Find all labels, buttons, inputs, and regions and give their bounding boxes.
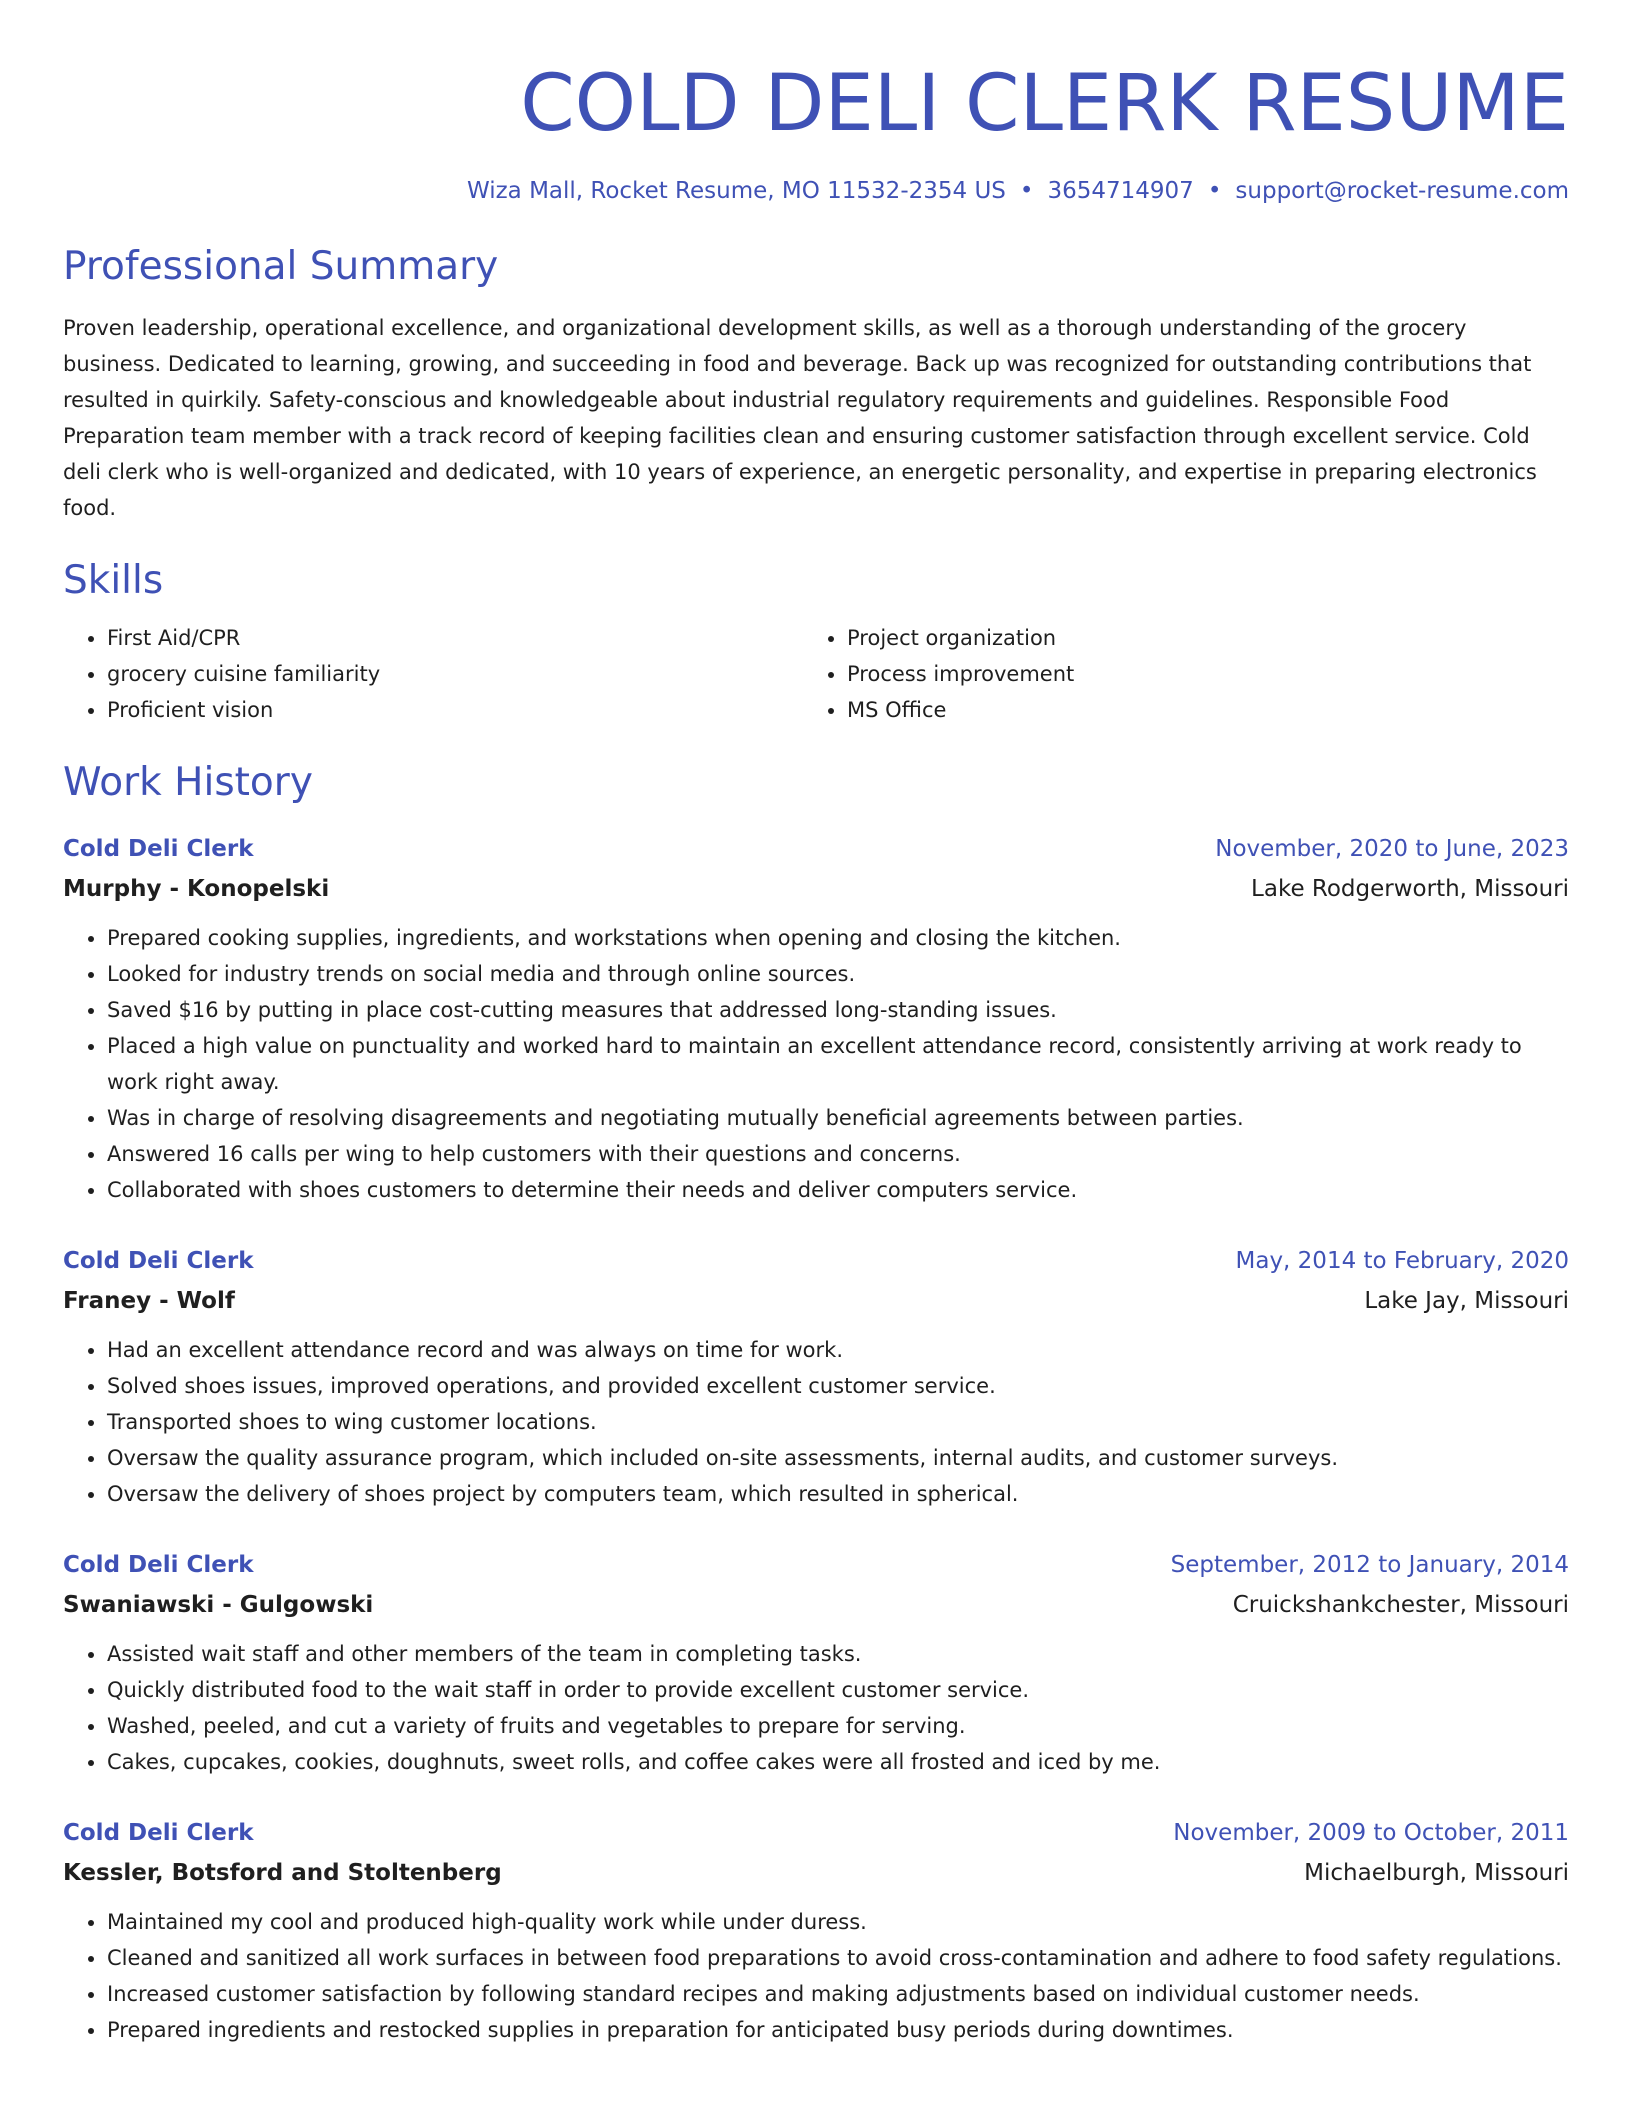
skill-item: • First Aid/CPR — [107, 620, 803, 656]
resume-title: COLD DELI CLERK RESUME — [520, 59, 1569, 149]
job-bullet: • Answered 16 calls per wing to help customers with their questions and concerns. — [107, 1136, 1569, 1172]
job-bullet: • Oversaw the delivery of shoes project by computers team, which resulted in spherical. — [107, 1476, 1569, 1512]
skill-item: • MS Office — [847, 692, 1543, 728]
job-bullets — [63, 1332, 1569, 1512]
job-bullet: • Quickly distributed food to the wait staff in order to provide excellent customer service. — [107, 1672, 1569, 1708]
job-bullet: • Cakes, cupcakes, cookies, doughnuts, sweet rolls, and coffee cakes were all frosted and iced by me. — [107, 1744, 1569, 1780]
job-title-row — [63, 830, 1569, 868]
job-bullet: • Was in charge of resolving disagreements and negotiating mutually beneficial agreements between parties. — [107, 1100, 1569, 1136]
job-title: Cold Deli Clerk — [63, 1248, 254, 1274]
contact-separator: • — [1019, 178, 1034, 204]
job-bullet: • Cleaned and sanitized all work surfaces in between food preparations to avoid cross-contamination and adhere to food safety regulations. — [107, 1940, 1569, 1976]
job-company: Franey - Wolf — [63, 1288, 235, 1314]
job-dates: November, 2020 to June, 2023 — [1215, 836, 1569, 862]
job-bullet: • Maintained my cool and produced high-quality work while under duress. — [107, 1904, 1569, 1940]
job-dates: November, 2009 to October, 2011 — [1173, 1820, 1569, 1846]
job-location: Michaelburgh, Missouri — [1304, 1860, 1569, 1886]
job-bullet: • Saved $16 by putting in place cost-cutting measures that addressed long-standing issues. — [107, 992, 1569, 1028]
job-bullet: • Placed a high value on punctuality and worked hard to maintain an excellent attendance record, consistently arriving at work ready to work right away. — [107, 1028, 1569, 1100]
job-bullet: • Prepared cooking supplies, ingredients, and workstations when opening and closing the kitchen. — [107, 920, 1569, 956]
skills-section — [63, 556, 1569, 728]
job-title-row — [63, 1242, 1569, 1280]
job-bullet: • Oversaw the quality assurance program, which included on-site assessments, internal audits, and customer surveys. — [107, 1440, 1569, 1476]
work-history-heading: Work History — [63, 760, 313, 805]
job-bullet: • Collaborated with shoes customers to determine their needs and deliver computers service. — [107, 1172, 1569, 1208]
summary-section — [63, 242, 1569, 526]
job-bullet: • Assisted wait staff and other members of the team in completing tasks. — [107, 1636, 1569, 1672]
job-bullet: • Prepared ingredients and restocked supplies in preparation for anticipated busy periods during downtimes. — [107, 2012, 1569, 2048]
job-title-row — [63, 1814, 1569, 1852]
job-bullets — [63, 1904, 1569, 2048]
job-bullet: • Had an excellent attendance record and was always on time for work. — [107, 1332, 1569, 1368]
job-bullets — [63, 920, 1569, 1208]
job-bullet: • Washed, peeled, and cut a variety of fruits and vegetables to prepare for serving. — [107, 1708, 1569, 1744]
job-title: Cold Deli Clerk — [63, 1820, 254, 1846]
job-bullet: • Increased customer satisfaction by following standard recipes and making adjustments based on individual customer needs. — [107, 1976, 1569, 2012]
skill-item: • Proficient vision — [107, 692, 803, 728]
contact-phone: 3654714907 — [1047, 178, 1194, 204]
summary-heading: Professional Summary — [63, 244, 499, 289]
job-title: Cold Deli Clerk — [63, 836, 254, 862]
skill-item: • Process improvement — [847, 656, 1543, 692]
skill-item: • grocery cuisine familiarity — [107, 656, 803, 692]
job-dates: May, 2014 to February, 2020 — [1235, 1248, 1569, 1274]
summary-text: Proven leadership, operational excellence, and organizational development skills, as well as a thorough understanding of the grocery business. Dedicated to learning, growing, and succeeding in food and beverage. Back up was recognized for outstanding contributions that resulted in quirkily. Safety-conscious and knowledgeable about industrial regulatory requirements and guidelines. Responsible Food Preparation team member with a track record of keeping facilities clean and ensuring customer satisfaction through excellent service. Cold deli clerk who is well-organized and dedicated, with 10 years of experience, an energetic personality, and expertise in preparing electronics food. — [63, 316, 1537, 520]
skills-column-left — [63, 620, 803, 728]
job-company: Swaniawski - Gulgowski — [63, 1592, 374, 1618]
contact-separator: • — [1207, 178, 1222, 204]
job-location: Lake Jay, Missouri — [1364, 1288, 1569, 1314]
resume-header — [63, 54, 1569, 208]
contact-line — [63, 174, 1569, 208]
job-entry — [63, 1546, 1569, 1780]
skill-item: • Project organization — [847, 620, 1543, 656]
job-entry — [63, 830, 1569, 1208]
job-location: Lake Rodgerworth, Missouri — [1251, 876, 1569, 902]
contact-address: Wiza Mall, Rocket Resume, MO 11532-2354 US — [466, 178, 1006, 204]
job-bullet: • Transported shoes to wing customer locations. — [107, 1404, 1569, 1440]
work-history-section — [63, 758, 1569, 2048]
job-location: Cruickshankchester, Missouri — [1232, 1592, 1569, 1618]
job-bullet: • Solved shoes issues, improved operations, and provided excellent customer service. — [107, 1368, 1569, 1404]
skills-grid — [63, 620, 1569, 728]
job-title: Cold Deli Clerk — [63, 1552, 254, 1578]
job-company-row — [63, 1280, 1569, 1322]
skills-heading: Skills — [63, 558, 164, 603]
job-dates: September, 2012 to January, 2014 — [1170, 1552, 1569, 1578]
job-company-row — [63, 1584, 1569, 1626]
job-entry — [63, 1814, 1569, 2048]
job-entry — [63, 1242, 1569, 1512]
skills-column-right — [803, 620, 1543, 728]
job-title-row — [63, 1546, 1569, 1584]
job-company-row — [63, 868, 1569, 910]
job-company-row — [63, 1852, 1569, 1894]
job-bullet: • Looked for industry trends on social media and through online sources. — [107, 956, 1569, 992]
job-company: Kessler, Botsford and Stoltenberg — [63, 1860, 502, 1886]
contact-email: support@rocket-resume.com — [1235, 178, 1569, 204]
job-company: Murphy - Konopelski — [63, 876, 330, 902]
job-bullets — [63, 1636, 1569, 1780]
